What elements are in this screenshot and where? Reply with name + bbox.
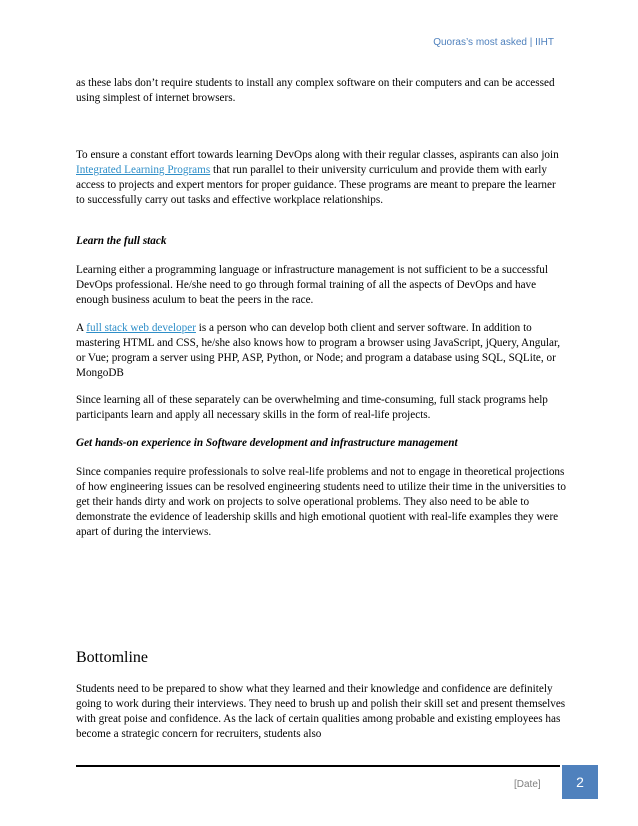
paragraph-bottomline: Students need to be prepared to show what they learned and their knowledge and confidence are definitely going to work during their interviews. They need to brush up and polish their skill set and present themselves with great poise and confidence. As the lack of certain qualities among probable and existing employees has become a strategic concern for recruiters, students also (76, 683, 566, 740)
footer-rule (76, 765, 560, 767)
paragraph-integrated-programs (76, 148, 566, 208)
paragraph-text: is a person who can develop both client and server software. In addition to mastering HTML and CSS, he/she also knows how to program a browser using JavaScript, jQuery, Angular, or Vue; program a server using PHP, ASP, Python, or Node; and program a database using SQL, SQLite, or MongoDB (76, 322, 561, 379)
paragraph-text: To ensure a constant effort towards learning DevOps along with their regular classes, aspirants can also join (76, 149, 559, 161)
section-title-bottomline: Bottomline (76, 649, 148, 666)
paragraph-text: that run parallel to their university curriculum and provide them with early access to projects and expert mentors for proper guidance. These programs are meant to prepare the learner to successfully carry out tasks and effective workplace relationships. (76, 164, 556, 206)
footer-date: [Date] (514, 779, 541, 790)
paragraph-overwhelming: Since learning all of these separately can be overwhelming and time-consuming, full stack programs help participants learn and apply all necessary skills in the form of real-life projects. (76, 394, 548, 421)
paragraph-real-life: Since companies require professionals to solve real-life problems and not to engage in theoretical projections of how engineering issues can be resolved engineering students need to utilize their time in the universities to get their hands dirty and work on projects to solve operational problems. They also need to be able to demonstrate the evidence of leadership skills and high emotional quotient with real-life examples they were apart of during the interviews. (76, 466, 566, 538)
full-stack-web-developer-link[interactable]: full stack web developer (86, 322, 196, 334)
paragraph-text: A (76, 322, 87, 334)
section-heading-hands-on: Get hands-on experience in Software development and infrastructure management (76, 437, 458, 449)
page-number-badge (562, 765, 598, 799)
paragraph-labs: as these labs don’t require students to install any complex software on their computers and can be accessed using simplest of internet browsers. (76, 77, 555, 104)
running-header: Quoras’s most asked | IIHT (433, 37, 554, 48)
integrated-learning-programs-link[interactable]: Integrated Learning Programs (76, 164, 211, 176)
page-number: 2 (576, 774, 584, 790)
section-heading-full-stack: Learn the full stack (76, 235, 167, 247)
paragraph-full-stack-developer (76, 321, 566, 381)
paragraph-full-stack: Learning either a programming language or infrastructure management is not sufficient to be a successful DevOps professional. He/she need to go through formal training of all the aspects of DevOps and have enough business aculum to beat the peers in the race. (76, 264, 548, 306)
